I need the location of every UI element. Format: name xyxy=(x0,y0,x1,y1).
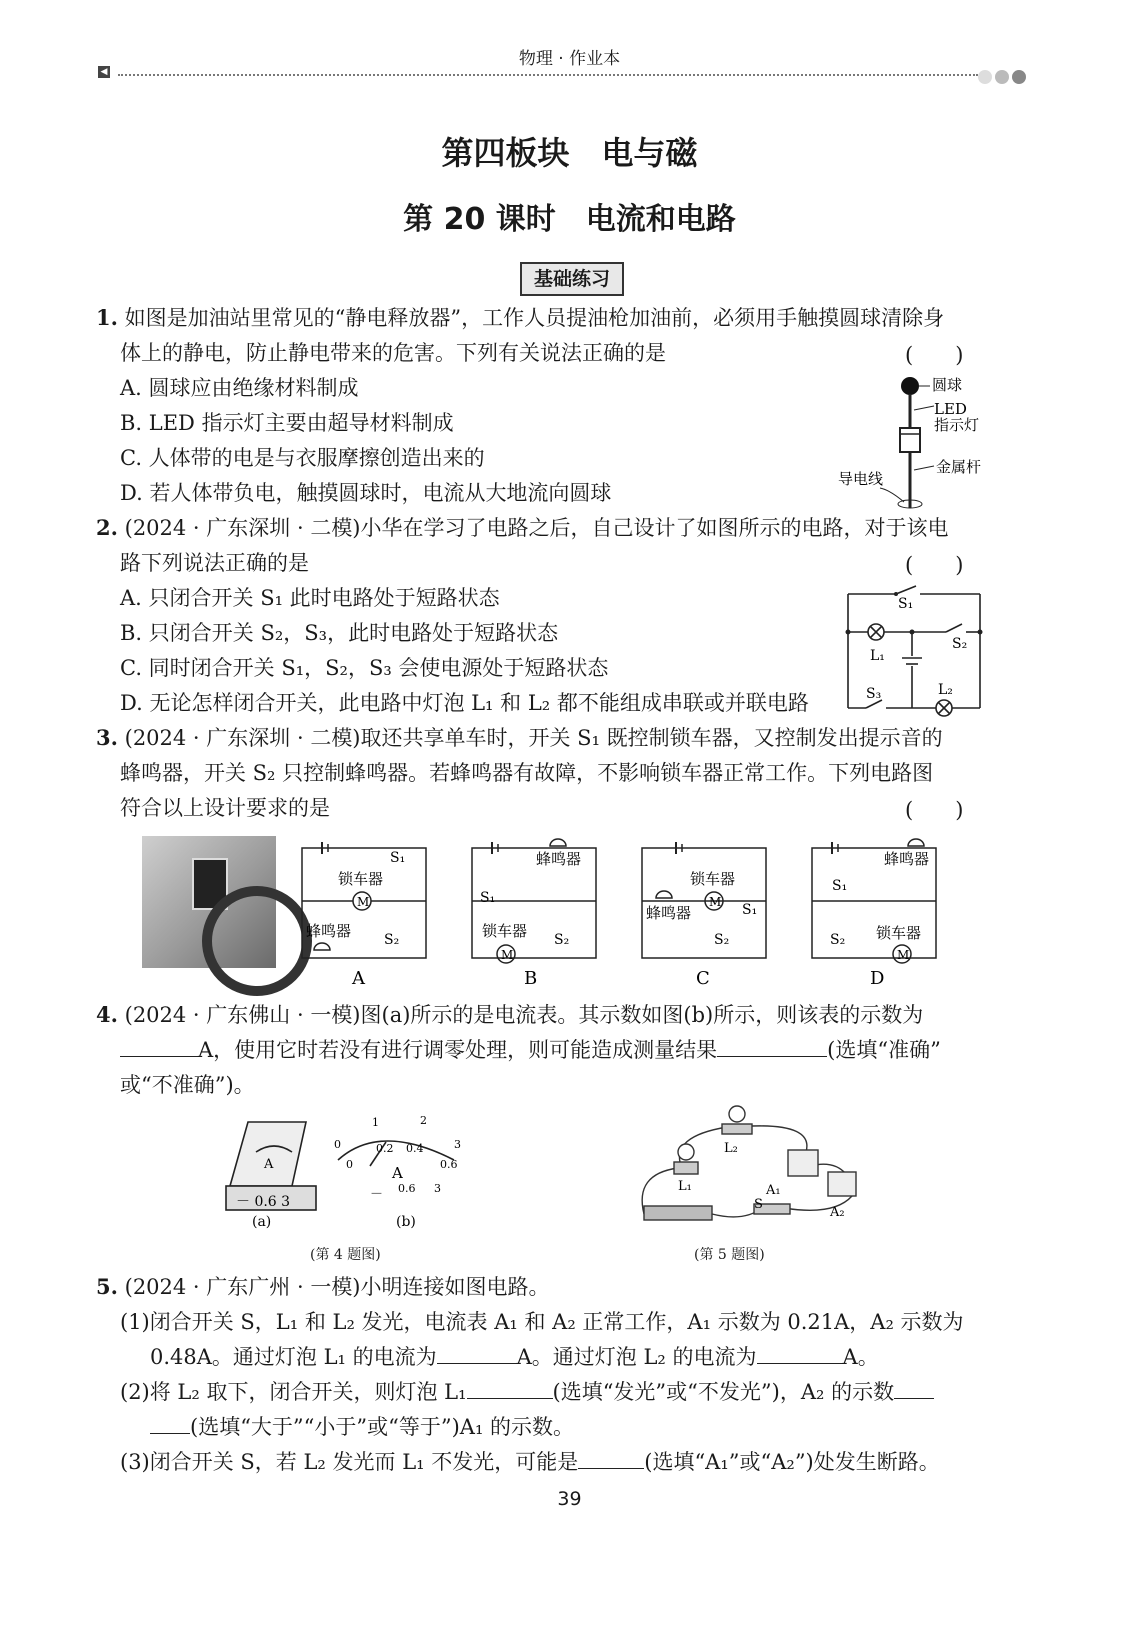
svg-text:A₁: A₁ xyxy=(766,1183,781,1198)
lesson-title: 第 20 课时 电流和电路 xyxy=(403,202,736,237)
q2-circuit-figure xyxy=(838,580,988,720)
q3-line1: 3. (2024 · 广东深圳 · 二模)取还共享单车时，开关 S₁ 既控制锁车器，又控制发出提示音的 xyxy=(96,725,943,750)
q2-line2: 路下列说法正确的是 xyxy=(120,551,309,575)
q3-circuit-options xyxy=(296,836,996,986)
svg-text:L₁: L₁ xyxy=(870,648,885,664)
svg-text:0.4: 0.4 xyxy=(406,1142,424,1155)
svg-text:S₃: S₃ xyxy=(866,686,882,702)
svg-text:(a): (a) xyxy=(252,1214,272,1230)
exercise-badge: 基础练习 xyxy=(520,262,624,296)
svg-text:锁车器: 锁车器 xyxy=(876,924,922,942)
svg-text:锁车器: 锁车器 xyxy=(338,870,384,888)
svg-text:3: 3 xyxy=(454,1138,461,1151)
svg-text:S₁: S₁ xyxy=(898,596,914,612)
header-dots-icon xyxy=(978,66,1029,85)
q5-circuit-photo xyxy=(634,1104,874,1239)
q2-option-c: C. 同时闭合开关 S₁，S₂，S₃ 会使电源处于短路状态 xyxy=(120,656,609,680)
svg-text:3: 3 xyxy=(434,1182,441,1195)
choice-d: D xyxy=(870,968,885,986)
choice-b: B xyxy=(524,968,538,986)
svg-text:1: 1 xyxy=(372,1116,379,1129)
label-wire: 导电线 xyxy=(838,470,884,488)
svg-text:S₁: S₁ xyxy=(832,878,848,894)
q5-caption: (第 5 题图) xyxy=(694,1247,765,1263)
q3-answer-paren: ( ) xyxy=(905,798,964,822)
q3-line2: 蜂鸣器，开关 S₂ 只控制蜂鸣器。若蜂鸣器有故障，不影响锁车器正常工作。下列电路图 xyxy=(120,761,934,785)
svg-text:A₂: A₂ xyxy=(830,1205,845,1220)
q5-line1: 5. (2024 · 广东广州 · 一模)小明连接如图电路。 xyxy=(96,1274,550,1299)
svg-text:0.6: 0.6 xyxy=(398,1182,416,1195)
running-header: 物理 · 作业本 xyxy=(518,49,621,69)
svg-text:0.2: 0.2 xyxy=(376,1142,394,1155)
svg-text:M: M xyxy=(897,948,910,962)
q1-option-b: B. LED 指示灯主要由超导材料制成 xyxy=(120,411,454,435)
q2-option-b: B. 只闭合开关 S₂，S₃，此时电路处于短路状态 xyxy=(120,621,559,645)
svg-text:S₂: S₂ xyxy=(714,932,730,948)
label-ball: 圆球 xyxy=(932,376,963,394)
svg-text:0: 0 xyxy=(346,1158,353,1171)
q3-line3: 符合以上设计要求的是 xyxy=(120,796,330,820)
page-nav-icon: ◀ xyxy=(98,66,110,78)
svg-text:蜂鸣器: 蜂鸣器 xyxy=(536,850,582,868)
q5-part3: (3)闭合开关 S，若 L₂ 发光而 L₁ 不发光，可能是 (选填“A₁”或“A₂”)处发生断路。 xyxy=(120,1450,940,1474)
svg-text:0: 0 xyxy=(334,1138,341,1151)
label-indicator: 指示灯 xyxy=(934,416,980,434)
q1-discharger-figure xyxy=(830,370,1000,515)
q5-part2-line2: (选填“大于”“小于”或“等于”)A₁ 的示数。 xyxy=(150,1413,574,1441)
svg-text:锁车器: 锁车器 xyxy=(690,870,736,888)
label-rod: 金属杆 xyxy=(936,458,982,476)
q4-line1: 4. (2024 · 广东佛山 · 一模)图(a)所示的是电流表。其示数如图(b)所示，则该表的示数为 xyxy=(96,1002,924,1027)
q1-option-d: D. 若人体带负电，触摸圆球时，电流从大地流向圆球 xyxy=(120,481,612,505)
q5-part2-line1: (2)将 L₂ 取下，闭合开关，则灯泡 L₁ (选填“发光”或“不发光”)，A₂ 的示数 xyxy=(120,1378,934,1406)
svg-text:S₂: S₂ xyxy=(384,932,400,948)
q2-line1: 2. (2024 · 广东深圳 · 二模)小华在学习了电路之后，自己设计了如图所示的电路，对于该电 xyxy=(96,515,949,540)
q4-line3: 或“不准确”)。 xyxy=(120,1073,255,1097)
choice-c: C xyxy=(696,968,710,986)
svg-text:锁车器: 锁车器 xyxy=(482,922,528,940)
q1-answer-paren: ( ) xyxy=(905,343,964,367)
svg-text:L₂: L₂ xyxy=(724,1141,738,1156)
svg-text:A: A xyxy=(264,1157,274,1172)
q4-ammeter-figure xyxy=(220,1112,470,1262)
q4-caption: (第 4 题图) xyxy=(310,1247,381,1263)
svg-text:(b): (b) xyxy=(396,1214,416,1230)
svg-text:S₁: S₁ xyxy=(742,902,758,918)
q1-option-c: C. 人体带的电是与衣服摩擦创造出来的 xyxy=(120,446,485,470)
header-divider xyxy=(118,74,978,76)
svg-text:M: M xyxy=(709,895,722,909)
q2-answer-paren: ( ) xyxy=(905,553,964,577)
svg-text:S₁: S₁ xyxy=(480,890,496,906)
svg-text:0.6: 0.6 xyxy=(440,1158,458,1171)
svg-text:S₁: S₁ xyxy=(390,850,406,866)
q1-line1: 1. 如图是加油站里常见的“静电释放器”，工作人员提油枪加油前，必须用手触摸圆球清除身 xyxy=(96,305,945,330)
svg-text:S₂: S₂ xyxy=(554,932,570,948)
q1-option-a: A. 圆球应由绝缘材料制成 xyxy=(120,376,359,400)
svg-text:蜂鸣器: 蜂鸣器 xyxy=(306,922,352,940)
svg-text:蜂鸣器: 蜂鸣器 xyxy=(646,904,692,922)
choice-a: A xyxy=(352,968,365,986)
svg-text:L₂: L₂ xyxy=(938,682,953,698)
q5-part1-line2: 0.48A。通过灯泡 L₁ 的电流为 A。通过灯泡 L₂ 的电流为 A。 xyxy=(150,1345,879,1369)
q2-option-a: A. 只闭合开关 S₁ 此时电路处于短路状态 xyxy=(120,586,500,610)
svg-text:M: M xyxy=(357,895,370,909)
svg-text:S₂: S₂ xyxy=(830,932,846,948)
section-title: 第四板块 电与磁 xyxy=(441,134,698,172)
svg-text:S: S xyxy=(754,1197,763,1212)
svg-text:－: － xyxy=(370,1187,384,1202)
svg-text:－ 0.6 3: － 0.6 3 xyxy=(236,1194,291,1210)
svg-text:L₁: L₁ xyxy=(678,1179,692,1194)
svg-text:M: M xyxy=(501,948,514,962)
svg-text:2: 2 xyxy=(420,1114,427,1127)
q1-line2: 体上的静电，防止静电带来的危害。下列有关说法正确的是 xyxy=(120,341,666,365)
q2-option-d: D. 无论怎样闭合开关，此电路中灯泡 L₁ 和 L₂ 都不能组成串联或并联电路 xyxy=(120,691,809,715)
q4-line2: A，使用它时若没有进行调零处理，则可能造成测量结果 (选填“准确” xyxy=(120,1036,941,1064)
q5-part1-line1: (1)闭合开关 S，L₁ 和 L₂ 发光，电流表 A₁ 和 A₂ 正常工作，A₁ 示数为 0.21A，A₂ 示数为 xyxy=(120,1310,964,1334)
q3-bike-photo xyxy=(142,836,276,968)
page-number: 39 xyxy=(557,1488,582,1510)
svg-text:蜂鸣器: 蜂鸣器 xyxy=(884,850,930,868)
label-led: LED xyxy=(934,400,967,418)
svg-text:S₂: S₂ xyxy=(952,636,968,652)
svg-text:A: A xyxy=(392,1164,403,1182)
